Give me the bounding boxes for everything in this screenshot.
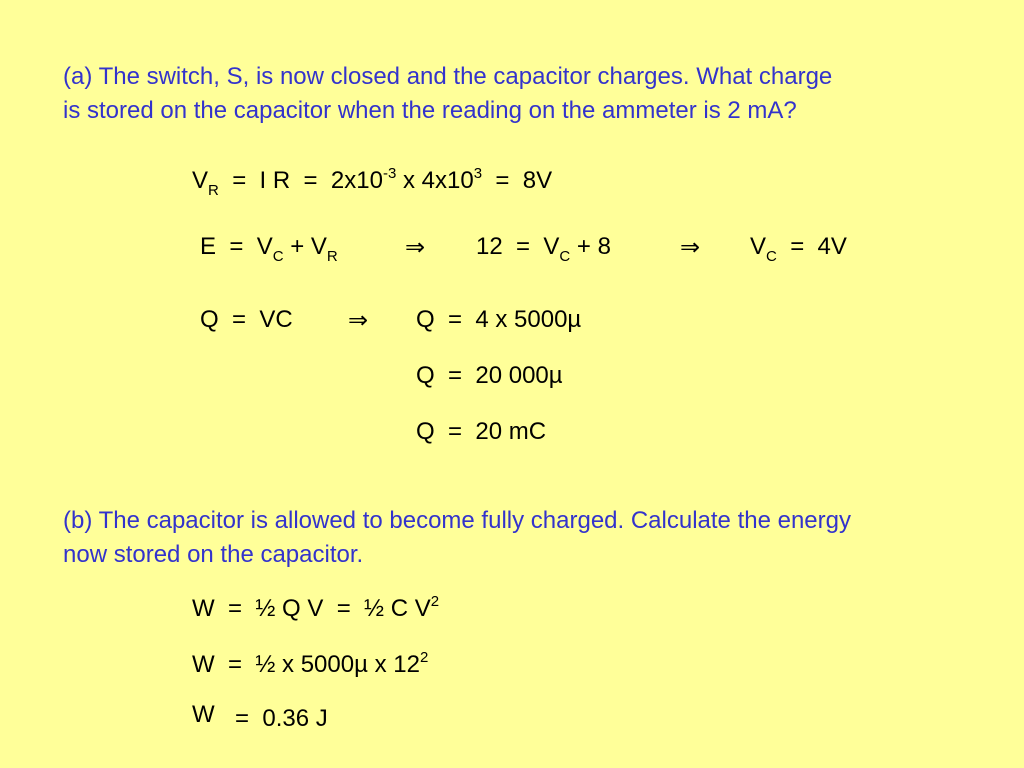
eq1-exp1: -3 <box>382 165 397 182</box>
eq2-sub3: C <box>559 248 571 265</box>
eq1-mid: = I R = 2x10 <box>218 167 383 194</box>
eq2-part5: V <box>750 233 767 260</box>
eq2-part3: 12 = V <box>476 233 560 260</box>
eqb1-exp: 2 <box>430 593 440 610</box>
eqb2-part1: W = ½ x 5000µ x 12 <box>192 651 420 678</box>
equation-energy <box>192 594 439 627</box>
eq2-part6: = 4V <box>776 233 847 260</box>
equation-energy-result <box>0 700 1024 736</box>
eq3-part2: Q = 4 x 5000µ <box>416 306 582 333</box>
eq1-rhs: = 8V <box>482 167 553 194</box>
question-b <box>63 504 851 572</box>
eq2-part1-group <box>200 232 338 265</box>
eq1-exp2: 3 <box>473 165 483 182</box>
question-a <box>63 60 832 128</box>
question-b-line-1: (b) The capacitor is allowed to become fully charged. Calculate the energy <box>63 507 851 534</box>
eq1-mid2: x 4x10 <box>396 167 474 194</box>
question-a-line-2: is stored on the capacitor when the reading on the ammeter is 2 mA? <box>63 97 797 124</box>
equation-energy-substitution <box>192 650 428 683</box>
eqb1-part1: W = ½ Q V = ½ C V <box>192 595 431 622</box>
implies-arrow-icon: ⇒ <box>405 233 426 261</box>
eq1-lhs: V <box>192 167 209 194</box>
eq2-part4: + 8 <box>570 233 611 260</box>
question-a-line-1: (a) The switch, S, is now closed and the capacitor charges. What charge <box>63 63 833 90</box>
eq2-part1: E = V <box>200 233 273 260</box>
eq2-sub1: C <box>272 248 284 265</box>
equation-q-result-2: Q = 20 mC <box>416 418 547 445</box>
eq2-sub2: R <box>326 248 338 265</box>
eqb3-part2: = 0.36 J <box>235 705 328 732</box>
implies-arrow-icon: ⇒ <box>348 306 369 334</box>
equation-emf <box>0 232 1024 266</box>
eq2-part5-group <box>750 232 847 265</box>
eqb2-exp: 2 <box>419 649 429 666</box>
question-b-line-2: now stored on the capacitor. <box>63 541 364 568</box>
eq2-sub5: C <box>766 248 777 265</box>
eq3-part1: Q = VC <box>200 306 293 333</box>
eq2-part2: + V <box>283 233 327 260</box>
eq1-lhs-sub: R <box>208 182 219 199</box>
equation-vr <box>192 166 552 199</box>
implies-arrow-icon: ⇒ <box>680 233 701 261</box>
eq2-part3-group <box>476 232 611 265</box>
eqb3-part1: W <box>192 701 215 728</box>
equation-q <box>0 305 1024 339</box>
equation-q-result-1: Q = 20 000µ <box>416 362 563 389</box>
